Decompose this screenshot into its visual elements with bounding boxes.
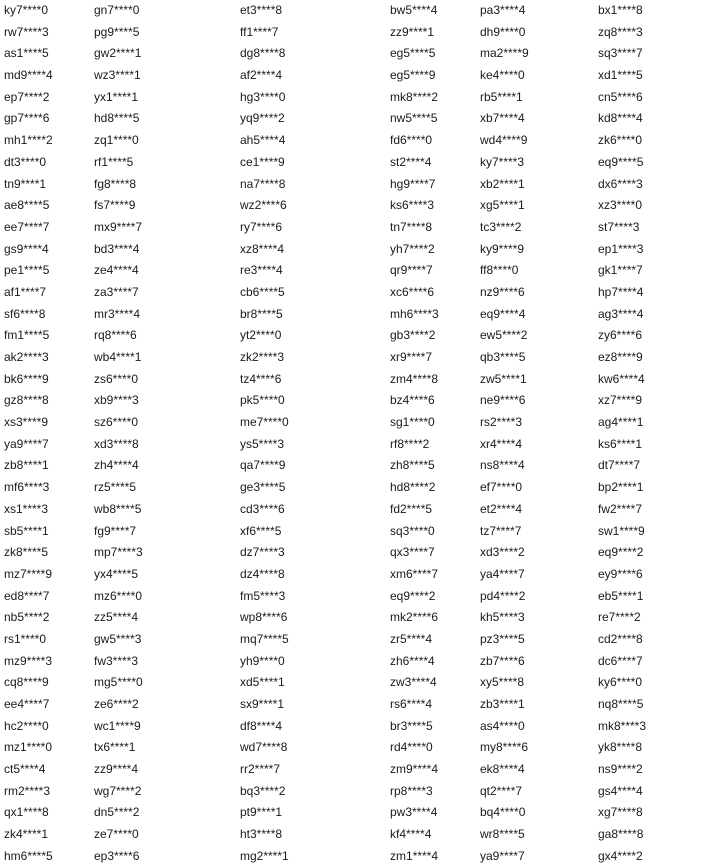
masked-id-entry: nb5****2 xyxy=(4,610,50,625)
masked-id-entry: ke4****0 xyxy=(480,68,525,83)
masked-id-entry: wc1****9 xyxy=(94,718,141,733)
masked-id-entry: dz4****8 xyxy=(240,566,285,581)
masked-id-entry: wd7****8 xyxy=(240,740,288,755)
masked-id-entry: ef7****0 xyxy=(480,480,523,495)
masked-id-entry: ze4****4 xyxy=(94,263,139,278)
masked-id-entry: rd4****0 xyxy=(390,740,433,755)
masked-id-entry: bz4****6 xyxy=(390,393,435,408)
masked-id-entry: re3****4 xyxy=(240,263,283,278)
masked-id-entry: zb8****1 xyxy=(4,458,49,473)
masked-id-entry: ks6****1 xyxy=(598,436,643,451)
masked-id-entry: dx6****3 xyxy=(598,176,643,191)
masked-id-entry: za3****7 xyxy=(94,284,139,299)
masked-id-entry: mr3****4 xyxy=(94,306,141,321)
masked-id-entry: tz4****6 xyxy=(240,371,282,386)
masked-id-entry: zb3****1 xyxy=(480,697,525,711)
masked-id-entry: xz8****4 xyxy=(240,241,285,256)
masked-id-entry: wg7****2 xyxy=(94,783,142,798)
masked-id-entry: dc6****7 xyxy=(598,653,643,668)
masked-id-entry: wr8****5 xyxy=(480,827,525,842)
masked-id-entry: qx1****8 xyxy=(4,805,49,820)
masked-id-entry: zk2****3 xyxy=(240,350,285,364)
masked-id-entry: ep1****3 xyxy=(598,241,644,256)
masked-id-entry: wb4****1 xyxy=(94,350,142,364)
masked-id-entry: ze7****0 xyxy=(94,827,139,842)
masked-id-entry: eq9****5 xyxy=(598,154,644,169)
masked-id-entry: kd8****4 xyxy=(598,111,643,126)
masked-id-entry: kw6****4 xyxy=(598,371,645,386)
masked-id-entry: cd2****8 xyxy=(598,631,643,646)
masked-id-entry: pw3****4 xyxy=(390,805,438,820)
masked-id-entry: mk8****2 xyxy=(390,89,439,104)
masked-id-entry: gb3****2 xyxy=(390,328,436,343)
masked-id-entry: wz3****1 xyxy=(94,68,141,83)
masked-id-entry: eq9****2 xyxy=(390,588,436,603)
masked-id-entry: cb6****5 xyxy=(240,284,285,299)
masked-id-entry: tc3****2 xyxy=(480,219,522,234)
masked-id-entry: hg3****0 xyxy=(240,89,286,104)
masked-id-entry: zh6****4 xyxy=(390,653,435,668)
masked-id-entry: st2****4 xyxy=(390,154,432,169)
masked-id-entry: pz3****5 xyxy=(480,631,525,646)
masked-id-entry: ct5****4 xyxy=(4,762,46,777)
masked-id-entry: gx4****2 xyxy=(598,848,643,863)
masked-id-entry: zh4****4 xyxy=(94,458,139,473)
masked-id-entry: ga8****8 xyxy=(598,827,644,842)
masked-id-entry: mp7****3 xyxy=(94,545,143,560)
masked-id-entry: yx4****5 xyxy=(94,566,139,581)
masked-id-entry: zz5****4 xyxy=(94,610,139,625)
masked-id-entry: br8****5 xyxy=(240,306,283,321)
masked-id-entry: dn5****2 xyxy=(94,805,140,820)
masked-id-entry: nz9****6 xyxy=(480,284,525,299)
masked-id-entry: pa3****4 xyxy=(480,3,526,17)
masked-id-entry: pe1****5 xyxy=(4,263,50,278)
masked-id-entry: gs9****4 xyxy=(4,241,49,256)
masked-id-entry: mh6****3 xyxy=(390,306,439,321)
masked-id-entry: pt9****1 xyxy=(240,805,283,820)
masked-id-entry: sw1****9 xyxy=(598,523,645,538)
masked-id-entry: qb3****5 xyxy=(480,350,526,364)
masked-id-entry: gz8****8 xyxy=(4,393,49,408)
masked-id-entry: qr9****7 xyxy=(390,263,433,278)
masked-id-entry: bk6****9 xyxy=(4,371,49,386)
masked-id-entry: sz6****0 xyxy=(94,415,139,430)
masked-id-entry: dh9****0 xyxy=(480,24,526,39)
masked-id-entry: rm2****3 xyxy=(4,783,51,798)
masked-id-entry: mz6****0 xyxy=(94,588,143,603)
column-5 xyxy=(480,0,598,868)
masked-id-entry: ry7****6 xyxy=(240,219,283,234)
masked-id-entry: xr9****7 xyxy=(390,350,433,364)
masked-id-entry: hp7****4 xyxy=(598,284,644,299)
masked-id-entry: nw5****5 xyxy=(390,111,438,126)
masked-id-entry: bw5****4 xyxy=(390,3,438,17)
masked-id-entry: zs6****0 xyxy=(94,371,139,386)
column-3 xyxy=(240,0,358,868)
masked-id-entry: fm1****5 xyxy=(4,328,50,343)
masked-id-entry: ah5****4 xyxy=(240,133,286,148)
masked-id-entry: xr4****4 xyxy=(480,436,523,451)
masked-id-entry: dt7****7 xyxy=(598,458,641,473)
masked-id-entry: rs6****4 xyxy=(390,697,433,711)
masked-id-entry: ky7****0 xyxy=(4,3,49,17)
masked-id-entry: fg8****8 xyxy=(94,176,137,191)
masked-id-entry: br3****5 xyxy=(390,718,433,733)
masked-id-entry: gk1****7 xyxy=(598,263,643,278)
masked-id-entry: st7****3 xyxy=(598,219,640,234)
masked-id-entry: fd6****0 xyxy=(390,133,433,148)
masked-id-entry: ew5****2 xyxy=(480,328,528,343)
masked-id-entry: wb8****5 xyxy=(94,501,142,516)
masked-id-entry: xb2****1 xyxy=(480,176,525,191)
masked-id-entry: ag4****1 xyxy=(598,415,644,430)
masked-id-entry: ey9****6 xyxy=(598,566,643,581)
masked-id-entry: zb7****6 xyxy=(480,653,525,668)
masked-id-entry: mq7****5 xyxy=(240,631,289,646)
masked-id-entry: qt2****7 xyxy=(480,783,523,798)
masked-id-entry: wp8****6 xyxy=(240,610,288,625)
masked-id-entry: xz3****0 xyxy=(598,198,643,213)
masked-id-entry: zr5****4 xyxy=(390,631,433,646)
masked-id-entry: hc2****0 xyxy=(4,718,49,733)
masked-id-entry: ep3****6 xyxy=(94,848,140,863)
masked-id-entry: xg5****1 xyxy=(480,198,525,213)
masked-id-entry: rs1****0 xyxy=(4,631,47,646)
masked-id-entry: ky7****3 xyxy=(480,154,525,169)
masked-id-entry: nq8****5 xyxy=(598,697,644,711)
masked-id-entry: rf8****2 xyxy=(390,436,430,451)
masked-id-entry: mk2****6 xyxy=(390,610,439,625)
masked-id-entry: zk6****0 xyxy=(598,133,643,148)
masked-id-entry: my8****6 xyxy=(480,740,529,755)
masked-id-entry: ns9****2 xyxy=(598,762,643,777)
masked-id-entry: md9****4 xyxy=(4,68,53,83)
masked-id-entry: ag3****4 xyxy=(598,306,644,321)
masked-id-entry: ys5****3 xyxy=(240,436,285,451)
masked-id-entry: xs3****9 xyxy=(4,415,49,430)
masked-id-entry: zm1****4 xyxy=(390,848,439,863)
masked-id-entry: ks6****3 xyxy=(390,198,435,213)
masked-id-entry: rr2****7 xyxy=(240,762,281,777)
masked-id-entry: ek8****4 xyxy=(480,762,525,777)
masked-id-entry: as1****5 xyxy=(4,46,49,61)
masked-id-entry: kh5****3 xyxy=(480,610,525,625)
masked-id-entry: sx9****1 xyxy=(240,697,285,711)
masked-id-entry: ht3****8 xyxy=(240,827,283,842)
masked-id-entry: bq3****2 xyxy=(240,783,286,798)
masked-id-entry: sb5****1 xyxy=(4,523,49,538)
masked-id-entry: xd5****1 xyxy=(240,675,285,690)
masked-id-entry: eg5****5 xyxy=(390,46,436,61)
masked-id-entry: xb7****4 xyxy=(480,111,525,126)
masked-id-entry: gw5****3 xyxy=(94,631,142,646)
masked-id-entry: zq8****3 xyxy=(598,24,643,39)
masked-id-entry: yx1****1 xyxy=(94,89,139,104)
masked-id-entry: zm4****8 xyxy=(390,371,439,386)
masked-id-entry: xf6****5 xyxy=(240,523,282,538)
masked-id-entry: gn7****0 xyxy=(94,3,140,17)
masked-id-entry: dt3****0 xyxy=(4,154,47,169)
masked-id-entry: qa7****9 xyxy=(240,458,286,473)
masked-id-entry: tn7****8 xyxy=(390,219,433,234)
masked-id-entry: wz2****6 xyxy=(240,198,287,213)
masked-id-entry: zw5****1 xyxy=(480,371,527,386)
masked-id-entry: qx3****7 xyxy=(390,545,435,560)
masked-id-entry: zh8****5 xyxy=(390,458,435,473)
masked-id-entry: pg9****5 xyxy=(94,24,140,39)
masked-id-entry: fs7****9 xyxy=(94,198,136,213)
masked-id-entry: ya9****7 xyxy=(4,436,49,451)
masked-id-entry: kf4****4 xyxy=(390,827,432,842)
masked-id-entry: ez8****9 xyxy=(598,350,643,364)
masked-id-entry: xc6****6 xyxy=(390,284,435,299)
masked-id-entry: mg2****1 xyxy=(240,848,289,863)
masked-id-entry: cq8****9 xyxy=(4,675,49,690)
masked-id-entry: wd4****9 xyxy=(480,133,528,148)
masked-id-entry: rp8****3 xyxy=(390,783,433,798)
masked-id-entry: xd3****8 xyxy=(94,436,139,451)
masked-id-entry: bq4****0 xyxy=(480,805,526,820)
masked-id-entry: pd4****2 xyxy=(480,588,526,603)
masked-id-entry: zk8****5 xyxy=(4,545,49,560)
masked-id-entry: eb5****1 xyxy=(598,588,644,603)
masked-id-entry: zm9****4 xyxy=(390,762,439,777)
masked-id-entry: dg8****8 xyxy=(240,46,286,61)
masked-id-entry: df8****4 xyxy=(240,718,283,733)
masked-id-entry: hm6****5 xyxy=(4,848,53,863)
masked-id-entry: yh9****0 xyxy=(240,653,285,668)
masked-id-entry: ky6****0 xyxy=(598,675,643,690)
masked-id-entry: mh1****2 xyxy=(4,133,53,148)
masked-id-entry: ff8****0 xyxy=(480,263,519,278)
masked-id-entry: eg5****9 xyxy=(390,68,436,83)
masked-id-entry: hg9****7 xyxy=(390,176,436,191)
masked-id-entry: zz9****1 xyxy=(390,24,435,39)
column-2 xyxy=(94,0,212,868)
masked-id-entry: me7****0 xyxy=(240,415,289,430)
masked-id-entry: fw3****3 xyxy=(94,653,139,668)
masked-id-entry: ae8****5 xyxy=(4,198,50,213)
masked-id-entry: xd3****2 xyxy=(480,545,525,560)
masked-id-entry: ns8****4 xyxy=(480,458,525,473)
masked-id-entry: ee4****7 xyxy=(4,697,50,711)
masked-id-entry: et3****8 xyxy=(240,3,283,17)
masked-id-entry: ya4****7 xyxy=(480,566,525,581)
masked-id-entry: ep7****2 xyxy=(4,89,50,104)
masked-id-entry: na7****8 xyxy=(240,176,286,191)
masked-id-entry: dz7****3 xyxy=(240,545,285,560)
masked-id-entry: mz1****0 xyxy=(4,740,53,755)
masked-id-entry: tn9****1 xyxy=(4,176,47,191)
masked-id-entry: gs4****4 xyxy=(598,783,643,798)
masked-id-entry: xz7****9 xyxy=(598,393,643,408)
masked-id-entry: yt2****0 xyxy=(240,328,282,343)
masked-id-entry: af1****7 xyxy=(4,284,47,299)
masked-id-entry: et2****4 xyxy=(480,501,523,516)
masked-id-entry: ya9****7 xyxy=(480,848,525,863)
masked-id-entry: fw2****7 xyxy=(598,501,643,516)
masked-id-entry: fg9****7 xyxy=(94,523,137,538)
masked-id-entry: mz7****9 xyxy=(4,566,53,581)
masked-id-entry: ee7****7 xyxy=(4,219,50,234)
masked-id-entry: zw3****4 xyxy=(390,675,437,690)
masked-id-entry: fd2****5 xyxy=(390,501,433,516)
masked-id-entry: as4****0 xyxy=(480,718,525,733)
masked-id-entry: eq9****2 xyxy=(598,545,644,560)
masked-id-entry: ma2****9 xyxy=(480,46,529,61)
masked-id-entry: sq3****7 xyxy=(598,46,643,61)
masked-id-entry: gp7****6 xyxy=(4,111,50,126)
masked-id-entry: pk5****0 xyxy=(240,393,285,408)
masked-id-entry: mx9****7 xyxy=(94,219,143,234)
masked-id-entry: zz9****4 xyxy=(94,762,139,777)
masked-id-entry: xs1****3 xyxy=(4,501,49,516)
masked-id-entry: xy5****8 xyxy=(480,675,525,690)
masked-id-entry: bx1****8 xyxy=(598,3,643,17)
masked-id-entry: rz5****5 xyxy=(94,480,137,495)
masked-id-entry: yh7****2 xyxy=(390,241,435,256)
masked-id-entry: ak2****3 xyxy=(4,350,49,364)
column-6 xyxy=(598,0,716,868)
masked-id-entry: ce1****9 xyxy=(240,154,285,169)
masked-id-entry: xm6****7 xyxy=(390,566,439,581)
masked-id-entry: xb9****3 xyxy=(94,393,139,408)
masked-id-entry: ky9****9 xyxy=(480,241,525,256)
masked-id-entry: mg5****0 xyxy=(94,675,143,690)
masked-id-entry: zk4****1 xyxy=(4,827,49,842)
masked-id-entry: cd3****6 xyxy=(240,501,285,516)
masked-id-entry: mf6****3 xyxy=(4,480,50,495)
masked-id-entry: ge3****5 xyxy=(240,480,286,495)
masked-id-entry: ze6****2 xyxy=(94,697,139,711)
masked-id-entry: ff1****7 xyxy=(240,24,279,39)
masked-id-entry: bp2****1 xyxy=(598,480,644,495)
masked-id-entry: rw7****3 xyxy=(4,24,49,39)
masked-id-entry: sq3****0 xyxy=(390,523,435,538)
masked-id-grid xyxy=(4,0,720,863)
masked-id-entry: rb5****1 xyxy=(480,89,523,104)
masked-id-entry: rq8****6 xyxy=(94,328,137,343)
masked-id-entry: yq9****2 xyxy=(240,111,285,126)
masked-id-entry: xd1****5 xyxy=(598,68,643,83)
masked-id-entry: mz9****3 xyxy=(4,653,53,668)
masked-id-entry: zy6****6 xyxy=(598,328,643,343)
masked-id-entry: tx6****1 xyxy=(94,740,136,755)
masked-id-entry: rf1****5 xyxy=(94,154,134,169)
masked-id-entry: sg1****0 xyxy=(390,415,435,430)
masked-id-entry: rs2****3 xyxy=(480,415,523,430)
masked-id-entry: gw2****1 xyxy=(94,46,142,61)
masked-id-entry: yk8****8 xyxy=(598,740,643,755)
masked-id-entry: af2****4 xyxy=(240,68,283,83)
masked-id-entry: hd8****5 xyxy=(94,111,140,126)
masked-id-entry: fm5****3 xyxy=(240,588,286,603)
masked-id-entry: bd3****4 xyxy=(94,241,140,256)
masked-id-entry: sf6****8 xyxy=(4,306,46,321)
masked-id-entry: mk8****3 xyxy=(598,718,647,733)
masked-id-entry: ne9****6 xyxy=(480,393,526,408)
masked-id-entry: cn5****6 xyxy=(598,89,643,104)
masked-id-entry: tz7****7 xyxy=(480,523,522,538)
masked-id-entry: zq1****0 xyxy=(94,133,139,148)
masked-id-entry: ed8****7 xyxy=(4,588,50,603)
masked-id-entry: re7****2 xyxy=(598,610,641,625)
masked-id-entry: xg7****8 xyxy=(598,805,643,820)
masked-id-entry: eq9****4 xyxy=(480,306,526,321)
masked-id-entry: hd8****2 xyxy=(390,480,436,495)
